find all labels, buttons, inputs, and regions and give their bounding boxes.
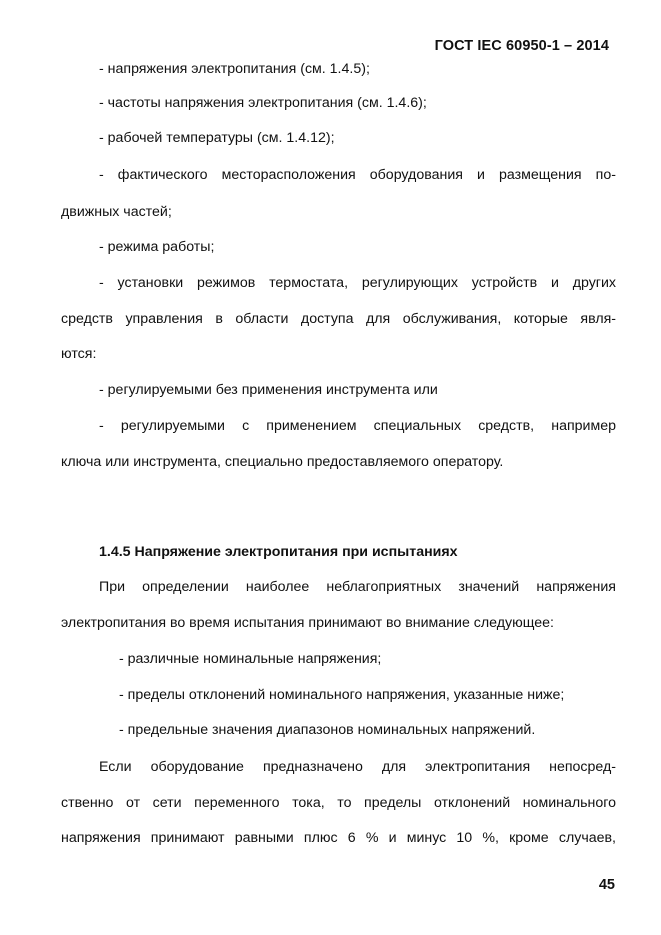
paragraph-line: - частоты напряжения электропитания (см. 1.4.6); (99, 95, 427, 111)
paragraph-line: - фактического месторасположения оборудования и размещения по- (99, 167, 616, 183)
paragraph-line: - регулируемыми с применением специальных средств, например (99, 418, 616, 434)
paragraph-line: - напряжения электропитания (см. 1.4.5); (99, 61, 370, 77)
list-item: - различные номинальные напряжения; (119, 651, 382, 667)
paragraph-line: электропитания во время испытания принимают во внимание следующее: (61, 615, 554, 631)
document-header-standard: ГОСТ IEC 60950-1 – 2014 (434, 38, 609, 54)
paragraph-line: ственно от сети переменного тока, то пределы отклонений номинального (61, 795, 616, 811)
paragraph-line: При определении наиболее неблагоприятных значений напряжения (99, 579, 616, 595)
paragraph-line: - рабочей температуры (см. 1.4.12); (99, 130, 335, 146)
list-item: - предельные значения диапазонов номинальных напряжений. (119, 722, 536, 738)
list-item: - пределы отклонений номинального напряжения, указанные ниже; (119, 687, 565, 703)
paragraph-line: средств управления в области доступа для обслуживания, которые явля- (61, 311, 616, 327)
paragraph-line: - регулируемыми без применения инструмента или (99, 382, 438, 398)
paragraph-line: ются: (61, 346, 97, 362)
section-heading: 1.4.5 Напряжение электропитания при испытаниях (99, 544, 458, 560)
paragraph-line: - режима работы; (99, 239, 215, 255)
paragraph-line: Если оборудование предназначено для электропитания непосред- (99, 759, 616, 775)
paragraph-line: - установки режимов термостата, регулирующих устройств и других (99, 275, 616, 291)
paragraph-line: движных частей; (61, 204, 172, 220)
page-number: 45 (598, 877, 615, 893)
paragraph-line: напряжения принимают равными плюс 6 % и минус 10 %, кроме случаев, (61, 830, 616, 846)
paragraph-line: ключа или инструмента, специально предоставляемого оператору. (61, 454, 504, 470)
